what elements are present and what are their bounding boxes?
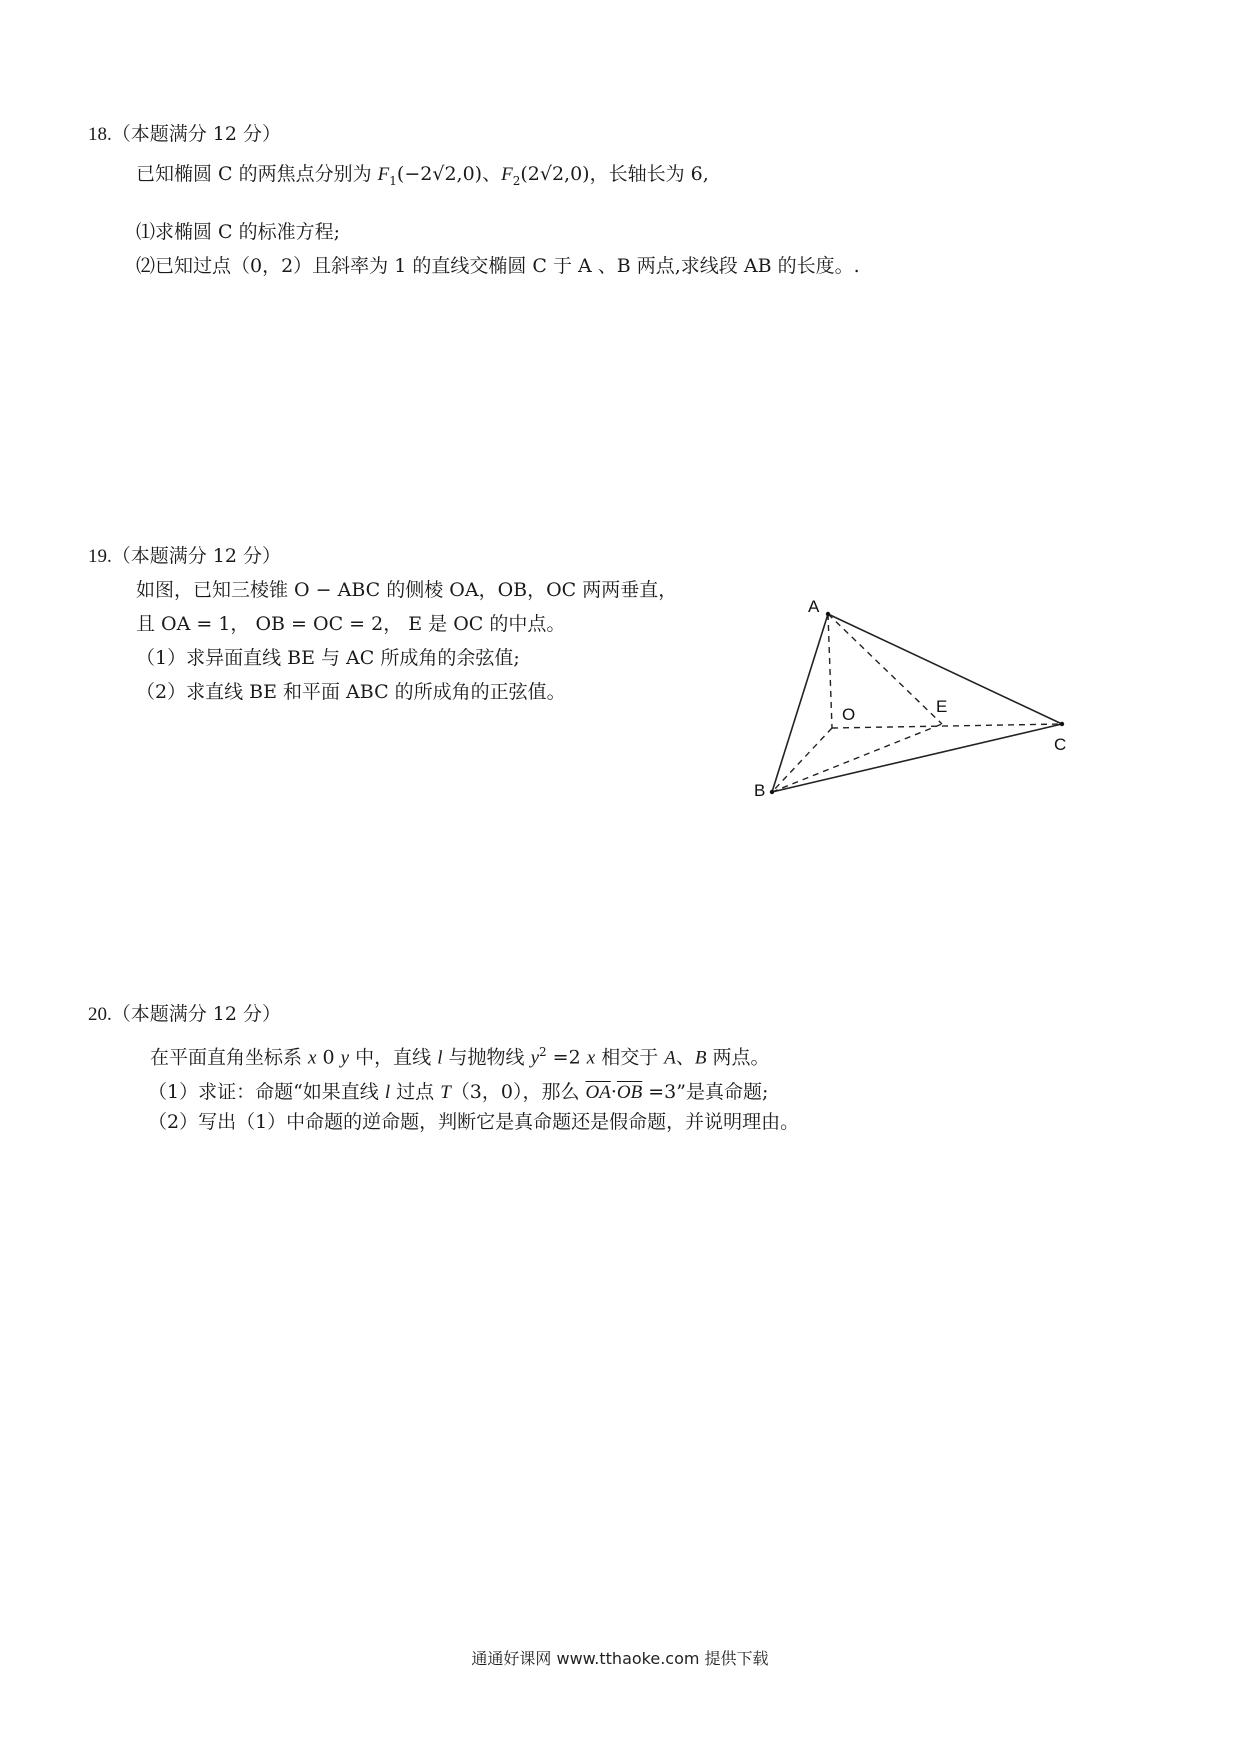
question-score: （本题满分 12 分） [111, 123, 282, 145]
question-19-part-1: （1）求异面直线 BE 与 AC 所成角的余弦值; [136, 647, 520, 669]
vertex-A [826, 612, 830, 616]
question-19-line-1: 如图，已知三棱锥 O − ABC 的侧棱 OA，OB，OC 两两垂直， [136, 579, 678, 601]
edge-OA [828, 614, 832, 728]
question-19-header [88, 544, 281, 569]
question-20-part-1: （1）求证：命题“如果直线 l 过点 T（3，0），那么 $\overline{OA}\cdot\overline{OB} =3$”是真命题; [148, 1081, 769, 1103]
question-score: （本题满分 12 分） [111, 545, 282, 567]
question-19-line-2: 且 OA = 1， OB = OC = 2， E 是 OC 的中点。 [136, 613, 566, 635]
question-number: 18. [88, 124, 112, 145]
tetrahedron-figure [740, 590, 1100, 830]
question-18-header [88, 122, 281, 147]
question-18-part-2: ⑵已知过点（0，2）且斜率为 1 的直线交椭圆 C 于 A 、B 两点,求线段 AB 的长度。. [136, 255, 860, 277]
label-O: O [842, 705, 856, 724]
vertex-C [1060, 722, 1064, 726]
edge-OB [772, 728, 832, 792]
label-B: B [754, 781, 766, 800]
question-20-header [88, 1002, 281, 1027]
edge-AB [772, 614, 828, 792]
label-A: A [808, 597, 820, 616]
question-number: 20. [88, 1004, 112, 1025]
question-19-part-2: （2）求直线 BE 和平面 ABC 的所成角的正弦值。 [136, 681, 566, 703]
question-20-stem: 在平面直角坐标系 x 0 y 中，直线 l 与抛物线 $y^2 =2$ x 相交于 A、B 两点。 [150, 1045, 770, 1069]
question-18-part-1: ⑴求椭圆 C 的标准方程; [136, 221, 341, 243]
question-score: （本题满分 12 分） [111, 1003, 282, 1025]
question-18-stem: 已知椭圆 C 的两焦点分别为 $F_1(-2√2,0)$、$F_2(2√2,0)$，长轴长为 6, [136, 163, 709, 188]
question-number: 19. [88, 546, 112, 567]
label-E: E [936, 697, 948, 716]
question-20-part-2: （2）写出（1）中命题的逆命题，判断它是真命题还是假命题，并说明理由。 [148, 1111, 800, 1133]
edge-OC [832, 724, 1062, 728]
label-C: C [1054, 735, 1067, 754]
page-footer: 通通好课网 www.tthaoke.com 提供下载 [471, 1649, 769, 1668]
vertex-B [770, 790, 774, 794]
